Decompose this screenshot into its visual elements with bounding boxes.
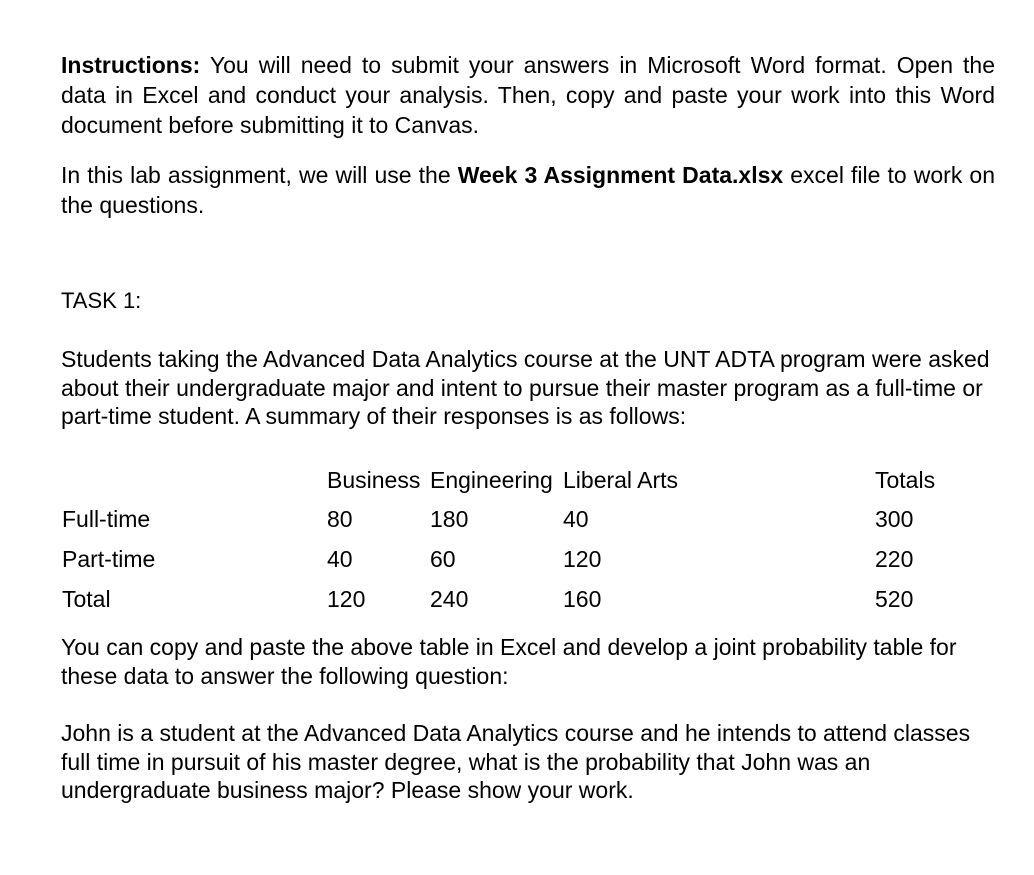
table-cell: 160: [563, 586, 602, 612]
table-cell: 80: [327, 506, 353, 532]
table-cell: 180: [430, 506, 469, 532]
table-header-totals: Totals: [875, 467, 936, 493]
table-header-liberal-arts: Liberal Arts: [563, 467, 679, 493]
table-cell: 120: [327, 586, 366, 612]
task-title: TASK 1:: [61, 288, 142, 313]
instructions-text: You will need to submit your answers in Microsoft Word format. Open the data in Excel and conduct your analysis. Then, copy and paste your work into this Word document before submitting it to Canvas.: [61, 52, 995, 138]
table-cell: 40: [563, 506, 589, 532]
question-paragraph: John is a student at the Advanced Data Analytics course and he intends to attend classes full time in pursuit of his master degree, what is the probability that John was an undergraduate business major? Please show your work.: [61, 720, 971, 803]
lab-prefix: In this lab assignment, we will use the: [61, 162, 458, 188]
table-cell: 240: [430, 586, 469, 612]
table-row-label: Total: [62, 586, 111, 612]
table-cell: 120: [563, 546, 602, 572]
lab-suffix: excel file to work on the questions.: [61, 162, 995, 218]
table-cell: 40: [327, 546, 353, 572]
table-header-engineering: Engineering: [430, 467, 553, 493]
table-cell: 520: [875, 586, 914, 612]
copy-paragraph: You can copy and paste the above table in Excel and develop a joint probability table for these data to answer the following question:: [61, 634, 957, 689]
table-cell: 300: [875, 506, 914, 532]
students-paragraph: Students taking the Advanced Data Analytics course at the UNT ADTA program were asked about their undergraduate major and intent to pursue their master program as a full-time or part-time student. A summary of their responses is as follows:: [61, 346, 990, 429]
lab-filename: Week 3 Assignment Data.xlsx: [457, 162, 784, 188]
instructions-label: Instructions:: [61, 52, 201, 78]
table-row-label: Part-time: [62, 546, 156, 572]
table-cell: 220: [875, 546, 914, 572]
instructions-paragraph: [61, 50, 995, 140]
table-row-label: Full-time: [62, 506, 151, 532]
lab-paragraph: [61, 160, 995, 220]
table-header-business: Business: [327, 467, 421, 493]
table-cell: 60: [430, 546, 456, 572]
